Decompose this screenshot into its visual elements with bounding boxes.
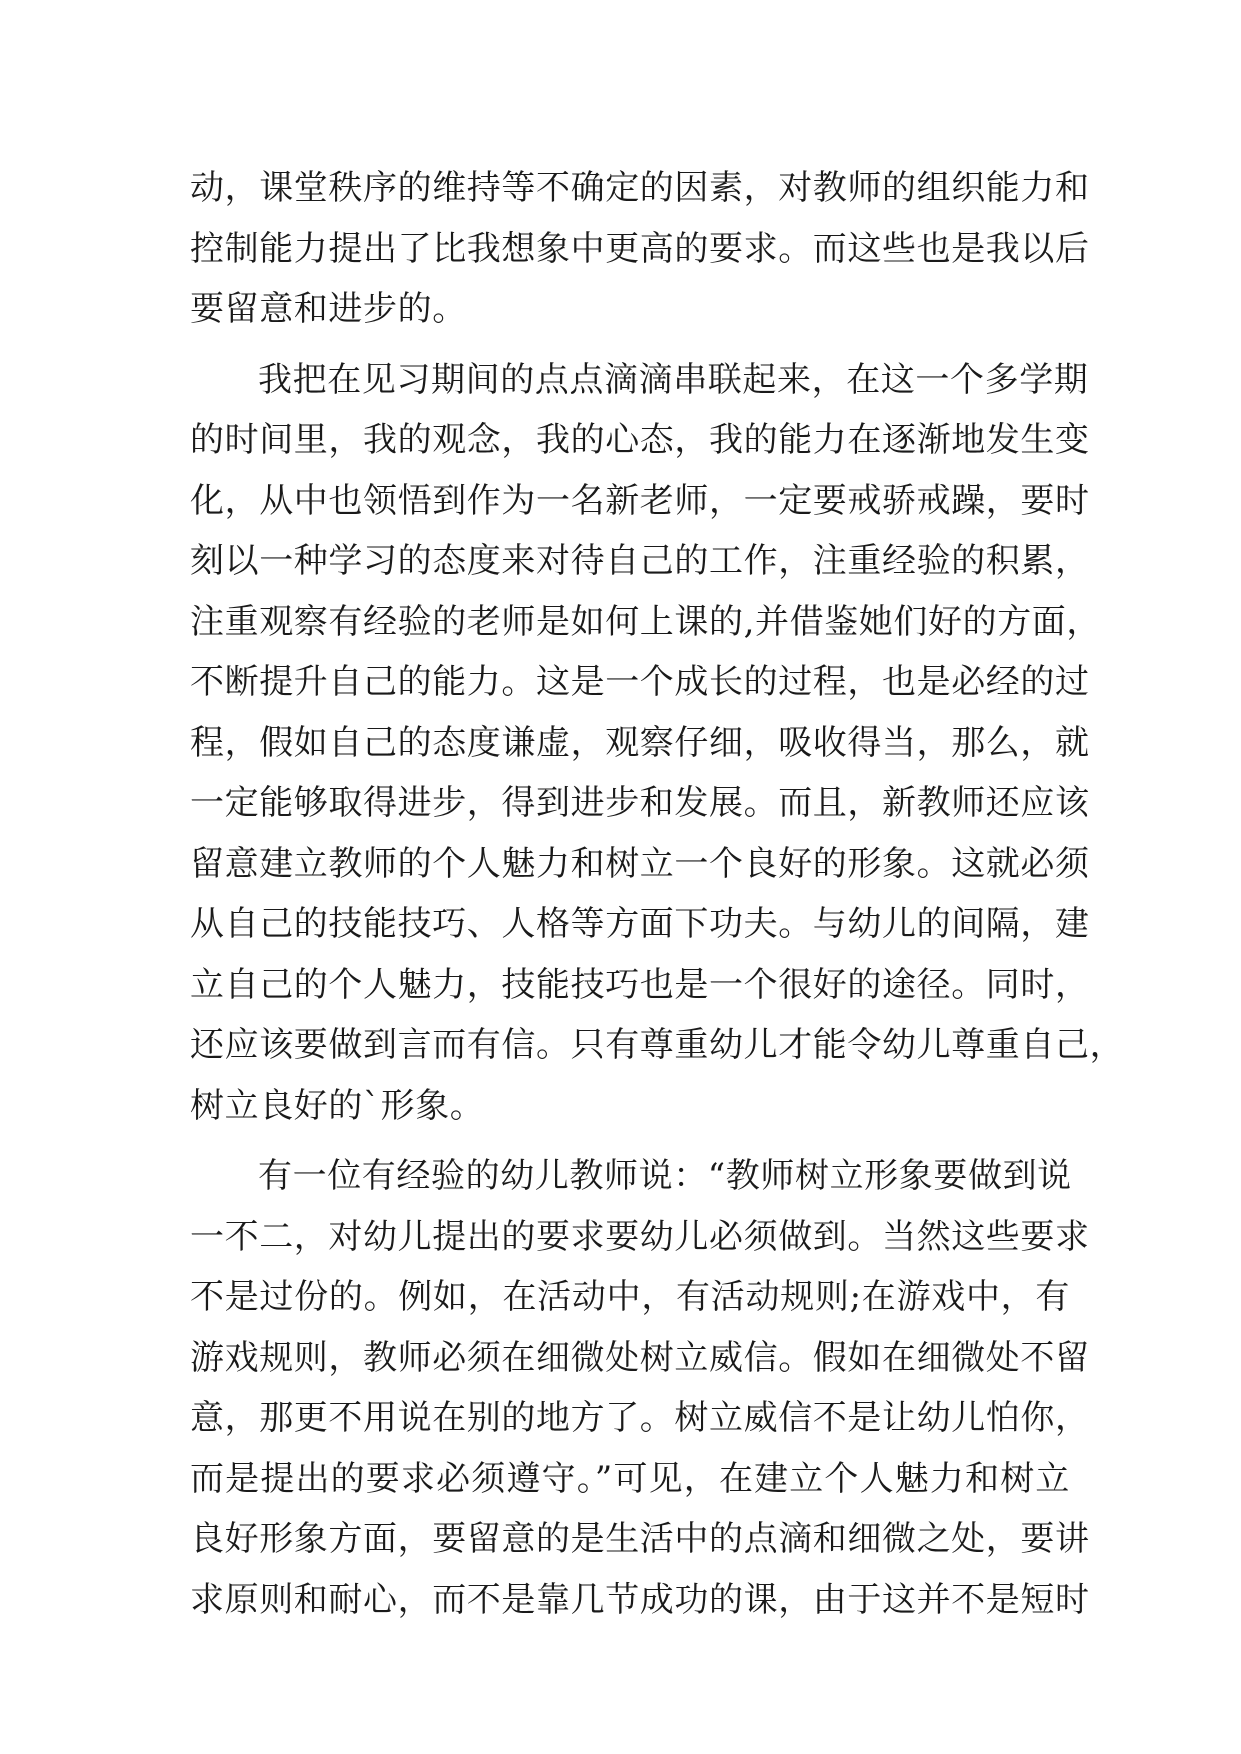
paragraph-2	[190, 350, 1125, 1137]
text-line: 树立良好的`形象。	[190, 1085, 485, 1126]
text-line: 求原则和耐心，而不是靠几节成功的课，由于这并不是短时	[190, 1579, 1090, 1620]
text-line: 意，那更不用说在别的地方了。树立威信不是让幼儿怕你，	[190, 1398, 1090, 1438]
text-line: 注重观察有经验的老师是如何上课的,并借鉴她们好的方面，	[190, 601, 1102, 642]
text-line: 程，假如自己的态度谦虚，观察仔细，吸收得当，那么，就	[190, 722, 1090, 763]
paragraph-1	[190, 158, 1090, 340]
text-line: 一定能够取得进步，得到进步和发展。而且，新教师还应该	[190, 783, 1090, 823]
text-line: 良好形象方面，要留意的是生活中的点滴和细微之处，要讲	[190, 1519, 1090, 1559]
text-line: 而是提出的要求必须遵守。”可见，在建立个人魅力和树立	[190, 1458, 1070, 1499]
text-line: 一不二，对幼儿提出的要求要幼儿必须做到。当然这些要求	[190, 1216, 1090, 1257]
text-line: 控制能力提出了比我想象中更高的要求。而这些也是我以后	[190, 228, 1090, 269]
text-line: 有一位有经验的幼儿教师说：“教师树立形象要做到说	[258, 1156, 1072, 1196]
document-page	[190, 158, 1125, 1640]
text-line: 不是过份的。例如，在活动中，有活动规则;在游戏中，有	[190, 1277, 1070, 1317]
text-line: 留意建立教师的个人魅力和树立一个良好的形象。这就必须	[190, 843, 1090, 884]
text-line: 立自己的个人魅力，技能技巧也是一个很好的途径。同时，	[190, 964, 1090, 1005]
text-line: 刻以一种学习的态度来对待自己的工作，注重经验的积累，	[190, 541, 1090, 581]
text-line: 动，课堂秩序的维持等不确定的因素，对教师的组织能力和	[190, 168, 1090, 208]
text-line: 从自己的技能技巧、人格等方面下功夫。与幼儿的间隔，建	[190, 904, 1090, 944]
paragraph-3	[190, 1146, 1090, 1630]
text-line: 不断提升自己的能力。这是一个成长的过程，也是必经的过	[190, 662, 1090, 702]
text-line: 要留意和进步的。	[190, 289, 467, 329]
text-line: 的时间里，我的观念，我的心态，我的能力在逐渐地发生变	[190, 420, 1090, 460]
text-line: 游戏规则，教师必须在细微处树立威信。假如在细微处不留	[190, 1337, 1090, 1378]
text-line: 还应该要做到言而有信。只有尊重幼儿才能令幼儿尊重自己，	[190, 1025, 1125, 1065]
text-line: 我把在见习期间的点点滴滴串联起来，在这一个多学期	[258, 359, 1089, 400]
text-line: 化，从中也领悟到作为一名新老师，一定要戒骄戒躁，要时	[190, 480, 1090, 521]
